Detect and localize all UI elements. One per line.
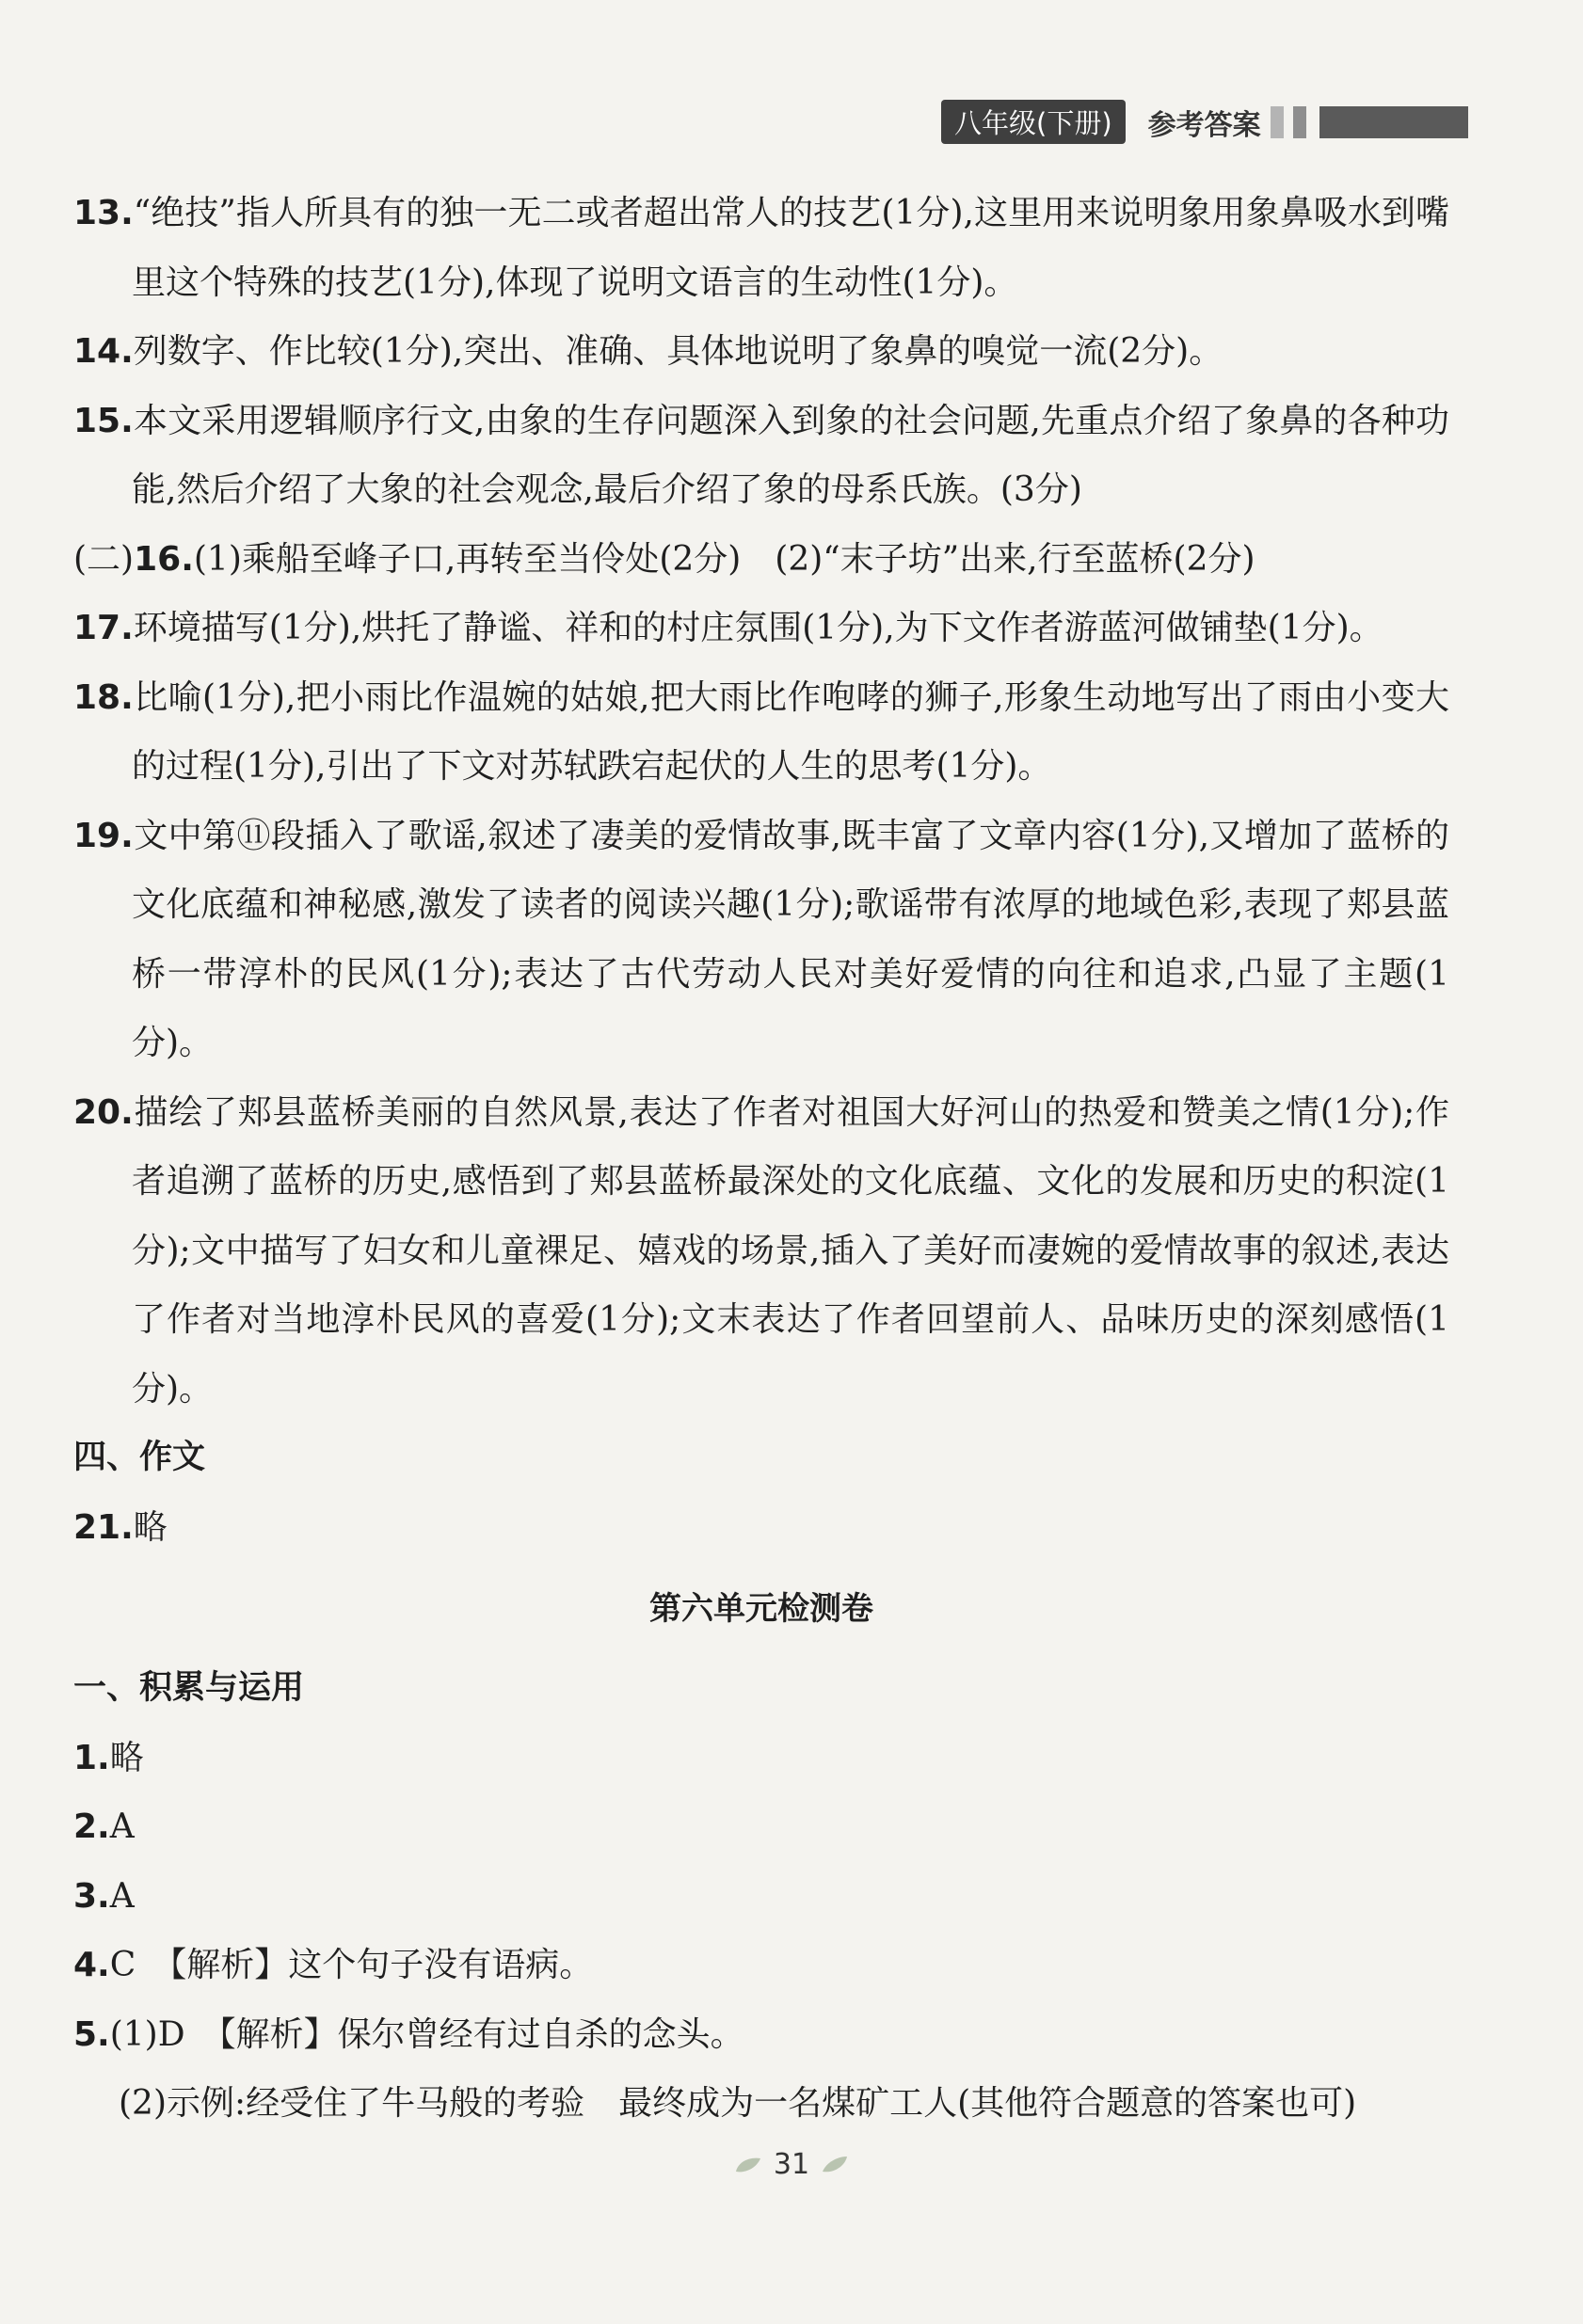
section-heading-accumulation: 一、积累与运用: [73, 1669, 305, 1707]
page-header: [941, 100, 1468, 144]
leaf-left-icon: [734, 2155, 762, 2175]
answer-item-19: 19.文中第⑪段插入了歌谣,叙述了凄美的爱情故事,既丰富了文章内容(1分),又增加了蓝桥的文化底蕴和神秘感,激发了读者的阅读兴趣(1分);歌谣带有浓厚的地域色彩,表现了郏县蓝桥一带淳朴的民风(1分);表达了古代劳动人民对美好爱情的向往和追求,凸显了主题(1分)。: [73, 816, 1449, 1062]
unit6-item-3: 3.A: [73, 1876, 135, 1916]
answer-content: [73, 179, 1449, 2139]
page-number: 31: [773, 2148, 810, 2181]
leaf-right-icon: [821, 2155, 849, 2175]
answer-item-17: 17.环境描写(1分),烘托了静谧、祥和的村庄氛围(1分),为下文作者游蓝河做铺垫(1分)。: [73, 609, 1383, 647]
section-heading-composition: 四、作文: [73, 1439, 206, 1476]
answer-item-15: 15.本文采用逻辑顺序行文,由象的生存问题深入到象的社会问题,先重点介绍了象鼻的各种功能,然后介绍了大象的社会观念,最后介绍了象的母系氏族。(3分): [73, 401, 1449, 509]
unit6-item-5-part2: (2)示例:经受住了牛马般的考验 最终成为一名煤矿工人(其他符合题意的答案也可): [119, 2084, 1357, 2123]
answer-item-18: 18.比喻(1分),把小雨比作温婉的姑娘,把大雨比作咆哮的狮子,形象生动地写出了雨由小变大的过程(1分),引出了下文对苏轼跌宕起伏的人生的思考(1分)。: [73, 677, 1449, 786]
unit6-item-1: 1.略: [73, 1738, 144, 1777]
answer-item-14: 14.列数字、作比较(1分),突出、准确、具体地说明了象鼻的嗅觉一流(2分)。: [73, 332, 1223, 371]
header-decoration: [1271, 106, 1284, 138]
unit6-item-5: 5.(1)D 【解析】保尔曾经有过自杀的念头。: [73, 2014, 744, 2054]
answer-item-20: 20.描绘了郏县蓝桥美丽的自然风景,表达了作者对祖国大好河山的热爱和赞美之情(1分);作者追溯了蓝桥的历史,感悟到了郏县蓝桥最深处的文化底蕴、文化的发展和历史的积淀(1分);文中描写了妇女和儿童裸足、嬉戏的场景,插入了美好而凄婉的爱情故事的叙述,表达了作者对当地淳朴民风的喜爱(1分);文末表达了作者回望前人、品味历史的深刻感悟(1分)。: [73, 1092, 1449, 1409]
answer-item-21: 21.略: [73, 1507, 168, 1547]
unit6-item-4: 4.C 【解析】这个句子没有语病。: [73, 1946, 594, 1984]
header-decoration-bar: [1319, 106, 1468, 138]
header-decoration: [1293, 106, 1306, 138]
unit-title: 第六单元检测卷: [649, 1590, 873, 1628]
grade-label: 八年级(下册): [941, 100, 1126, 144]
answer-item-13: 13.“绝技”指人所具有的独一无二或者超出常人的技艺(1分),这里用来说明象用象鼻吸水到嘴里这个特殊的技艺(1分),体现了说明文语言的生动性(1分)。: [73, 194, 1449, 302]
page-footer: [0, 2148, 1583, 2181]
answer-item-16: (二)16.(1)乘船至峰子口,再转至当伶处(2分) (2)“末子坊”出来,行至蓝桥(2分): [73, 539, 1255, 579]
section-label: 参考答案: [1147, 108, 1261, 142]
unit6-item-2: 2.A: [73, 1807, 135, 1846]
